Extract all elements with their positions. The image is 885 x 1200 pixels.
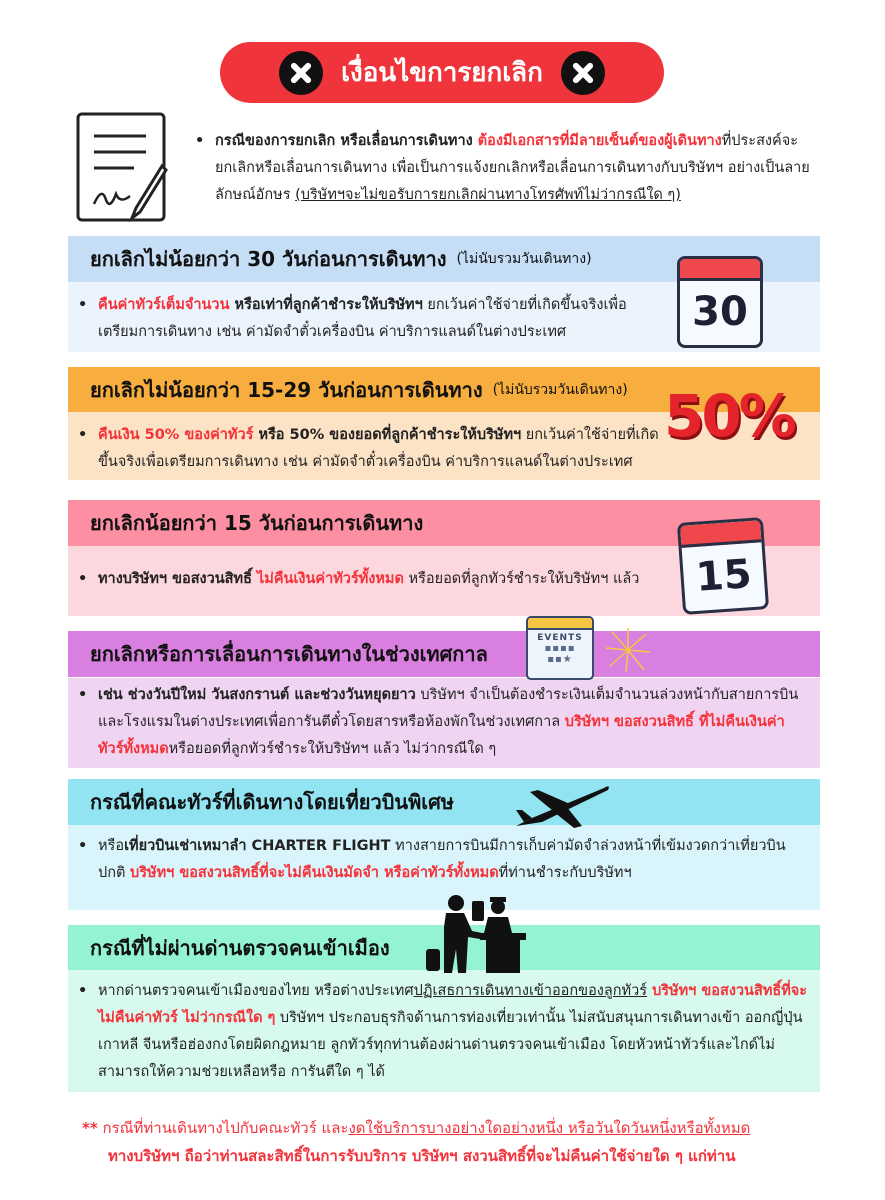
highlight: คืนค่าทัวร์เต็มจำนวน (98, 297, 230, 313)
x-circle-icon (561, 51, 605, 95)
highlight: ไม่คืนเงินค่าทัวร์ทั้งหมด (257, 571, 404, 587)
intro-highlight: ต้องมีเอกสารที่มีลายเซ็นต์ของผู้เดินทาง (477, 133, 722, 149)
airplane-icon (512, 782, 612, 830)
body-text: บริษัทฯ ประกอบธุรกิจด้านการท่องเที่ยวเท่านั้น ไม่สนับสนุนการเดินทางเข้า ออกญี่ปุ่น เกาหลี จีนหรือฮ่องกงโดยผิดกฎหมาย ลูกทัวร์ทุกท่านต้องผ่านด่านตรวจคนเข้าเมือง โดยหัวหน้าทัวร์และไกด์ไม่สามารถให้ความช่วยเหลือหรือ การันตีใด ๆ ได้ (98, 1010, 803, 1080)
footer-note (82, 1114, 802, 1170)
immigration-officer-icon (424, 893, 528, 973)
highlight: บริษัทฯ ขอสงวนสิทธิ์ที่จะไม่คืนเงินมัดจำ หรือค่าทัวร์ทั้งหมด (130, 865, 499, 881)
bold-text: เช่น ช่วงวันปีใหม่ วันสงกรานต์ และช่วงวันหยุดยาว (98, 687, 416, 703)
fifty-percent-icon: 50% (664, 382, 794, 450)
body-text: หรือ (98, 838, 125, 854)
section-charter-body: • หรือเที่ยวบินเช่าเหมาลำ CHARTER FLIGHT ทางสายการบินมีการเก็บค่ามัดจำล่วงหน้าที่เข้มงวดกว่าเที่ยวบินปกติ บริษัทฯ ขอสงวนสิทธิ์ที่จะไม่คืนเงินมัดจำ หรือค่าทัวร์ทั้งหมดที่ท่านชำระกับบริษัทฯ (68, 825, 820, 910)
section-title: กรณีที่คณะทัวร์ที่เดินทางโดยเที่ยวบินพิเศษ (90, 790, 454, 814)
section-immigration-body: • หากด่านตรวจคนเข้าเมืองของไทย หรือต่างประเทศปฏิเสธการเดินทางเข้าออกของลูกทัวร์ บริษัทฯ ขอสงวนสิทธิ์ที่จะไม่คืนค่าทัวร์ ไม่ว่ากรณีใด ๆ บริษัทฯ ประกอบธุรกิจด้านการท่องเที่ยวเท่านั้น ไม่สนับสนุนการเดินทางเข้า ออกญี่ปุ่น เกาหลี จีนหรือฮ่องกงโดยผิดกฎหมาย ลูกทัวร์ทุกท่านต้องผ่านด่านตรวจคนเข้าเมือง โดยหัวหน้าทัวร์และไกด์ไม่สามารถให้ความช่วยเหลือหรือ การันตีใด ๆ ได้ (68, 970, 820, 1092)
underlined-text: ปฏิเสธการเดินทางเข้าออกของลูกทัวร์ (413, 983, 648, 999)
section-under-15-days-body: • ทางบริษัทฯ ขอสงวนสิทธิ์ ไม่คืนเงินค่าทัวร์ทั้งหมด หรือยอดที่ลูกทัวร์ชำระให้บริษัทฯ แล้ว (68, 546, 820, 616)
highlight: บริษัทฯ ขอสงวนสิทธิ์ที่จะไม่คืนค่าทัวร์ ไม่ว่ากรณีใด ๆ (98, 983, 808, 1026)
fireworks-icon (604, 626, 652, 674)
calendar-number: 15 (694, 551, 754, 601)
calendar-icon (677, 517, 769, 615)
events-calendar-icon: EVENTS ▪▪▪▪ ▪▪★ (526, 616, 594, 680)
body-text: ทางสายการบินมีการเก็บค่ามัดจำล่วงหน้าที่เข้มงวดกว่าเที่ยวบินปกติ (98, 838, 786, 881)
bold-text: หรือ 50% ของยอดที่ลูกค้าชำระให้บริษัทฯ (253, 427, 522, 443)
highlight: คืนเงิน 50% ของค่าทัวร์ (98, 427, 254, 443)
section-subtitle: (ไม่นับรวมวันเดินทาง) (456, 251, 592, 267)
body-text: ที่ท่านชำระกับบริษัทฯ (498, 865, 632, 881)
intro-body: ที่ประสงค์จะยกเลิกหรือเลื่อนการเดินทาง เพื่อเป็นการแจ้งยกเลิกหรือเลื่อนการเดินทางกับบริษัทฯ อย่างเป็นลายลักษณ์อักษร (215, 133, 810, 203)
body-text: ยกเว้นค่าใช้จ่ายที่เกิดขึ้นจริงเพื่อเตรียมการเดินทาง เช่น ค่ามัดจำตั๋วเครื่องบิน ค่าบริการแลนด์ในต่างประเทศ (98, 427, 659, 470)
events-label: EVENTS (537, 633, 583, 643)
section-festival-header (68, 631, 820, 677)
footer-stars: ** (82, 1119, 98, 1137)
highlight: บริษัทฯ ขอสงวนสิทธิ์ ที่ไม่คืนเงินค่าทัวร์ทั้งหมด (98, 714, 785, 757)
body-text: หรือยอดที่ลูกทัวร์ชำระให้บริษัทฯ แล้ว ไม่ว่ากรณีใด ๆ (168, 741, 497, 757)
intro-note: (บริษัทฯจะไม่ขอรับการยกเลิกผ่านทางโทรศัพท์ไม่ว่ากรณีใด ๆ) (295, 187, 681, 203)
section-festival-body: • เช่น ช่วงวันปีใหม่ วันสงกรานต์ และช่วงวันหยุดยาว บริษัทฯ จำเป็นต้องชำระเงินเต็มจำนวนล่วงหน้ากับสายการบินและโรงแรมในต่างประเทศเพื่อการันตีตั๋วโดยสารหรือห้องพักในช่วงเทศกาล บริษัทฯ ขอสงวนสิทธิ์ ที่ไม่คืนเงินค่าทัวร์ทั้งหมดหรือยอดที่ลูกทัวร์ชำระให้บริษัทฯ แล้ว ไม่ว่ากรณีใด ๆ (68, 678, 820, 768)
section-title: ยกเลิกน้อยกว่า 15 วันก่อนการเดินทาง (90, 511, 424, 535)
body-text: หรือยอดที่ลูกทัวร์ชำระให้บริษัทฯ แล้ว (403, 571, 640, 587)
section-subtitle: (ไม่นับรวมวันเดินทาง) (492, 382, 628, 398)
footer-bold: ทางบริษัทฯ ถือว่าท่านสละสิทธิ์ในการรับบริการ บริษัทฯ สงวนสิทธิ์ที่จะไม่คืนค่าใช้จ่ายใด ๆ แก่ท่าน (108, 1147, 736, 1165)
section-charter-header (68, 779, 820, 825)
intro-lead: กรณีของการยกเลิก หรือเลื่อนการเดินทาง (215, 133, 478, 149)
page-title: เงื่อนไขการยกเลิก (341, 58, 543, 88)
section-title: ยกเลิกไม่น้อยกว่า 15-29 วันก่อนการเดินทาง (90, 378, 483, 402)
intro-text: • กรณีของการยกเลิก หรือเลื่อนการเดินทาง ต้องมีเอกสารที่มีลายเซ็นต์ของผู้เดินทางที่ประสงค์จะยกเลิกหรือเลื่อนการเดินทาง เพื่อเป็นการแจ้งยกเลิกหรือเลื่อนการเดินทางกับบริษัทฯ อย่างเป็นลายลักษณ์อักษร (บริษัทฯจะไม่ขอรับการยกเลิกผ่านทางโทรศัพท์ไม่ว่ากรณีใด ๆ) (195, 133, 810, 203)
body-text: ยกเว้นค่าใช้จ่ายที่เกิดขึ้นจริงเพื่อเตรียมการเดินทาง เช่น ค่ามัดจำตั๋วเครื่องบิน ค่าบริการแลนด์ในต่างประเทศ (98, 297, 627, 340)
calendar-number: 30 (692, 289, 748, 335)
section-title: ยกเลิกหรือการเลื่อนการเดินทางในช่วงเทศกาล (90, 642, 488, 666)
document-signature-icon (76, 112, 168, 222)
x-circle-icon (279, 51, 323, 95)
footer-underlined: งดใช้บริการบางอย่างใดอย่างหนึ่ง หรือวันใดวันหนึ่งหรือทั้งหมด (348, 1119, 751, 1137)
body-text: บริษัทฯ จำเป็นต้องชำระเงินเต็มจำนวนล่วงหน้ากับสายการบินและโรงแรมในต่างประเทศเพื่อการันตีตั๋วโดยสารหรือห้องพักในช่วงเทศกาล (98, 687, 799, 730)
footer-text: กรณีที่ท่านเดินทางไปกับคณะทัวร์ และ (97, 1119, 349, 1137)
section-15-29-days-body: • คืนเงิน 50% ของค่าทัวร์ หรือ 50% ของยอดที่ลูกค้าชำระให้บริษัทฯ ยกเว้นค่าใช้จ่ายที่เกิดขึ้นจริงเพื่อเตรียมการเดินทาง เช่น ค่ามัดจำตั๋วเครื่องบิน ค่าบริการแลนด์ในต่างประเทศ (68, 412, 820, 480)
body-text: หากด่านตรวจคนเข้าเมืองของไทย หรือต่างประเทศ (98, 983, 414, 999)
bold-text: เที่ยวบินเช่าเหมาลำ CHARTER FLIGHT (124, 838, 391, 854)
section-30-days-body: • คืนค่าทัวร์เต็มจำนวน หรือเท่าที่ลูกค้าชำระให้บริษัทฯ ยกเว้นค่าใช้จ่ายที่เกิดขึ้นจริงเพื่อเตรียมการเดินทาง เช่น ค่ามัดจำตั๋วเครื่องบิน ค่าบริการแลนด์ในต่างประเทศ (68, 282, 820, 352)
title-banner (220, 42, 664, 103)
section-title: ยกเลิกไม่น้อยกว่า 30 วันก่อนการเดินทาง (90, 247, 447, 271)
calendar-icon (677, 256, 763, 348)
bold-text: หรือเท่าที่ลูกค้าชำระให้บริษัทฯ (229, 297, 423, 313)
bold-text: ทางบริษัทฯ ขอสงวนสิทธิ์ (98, 571, 257, 587)
section-title: กรณีที่ไม่ผ่านด่านตรวจคนเข้าเมือง (90, 936, 390, 960)
